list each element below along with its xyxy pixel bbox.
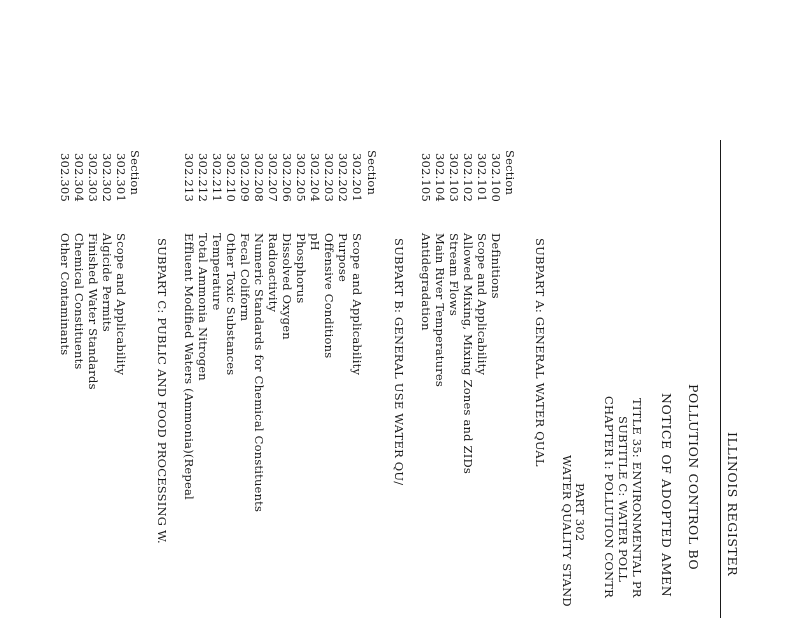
subpart-b-heading: SUBPART B: GENERAL USE WATER QU/ bbox=[392, 238, 406, 486]
section-title: Other Toxic Substances bbox=[224, 233, 238, 376]
section-title: Scope and Applicability bbox=[114, 233, 128, 376]
section-title: Stream Flows bbox=[447, 233, 461, 316]
section-title: Effluent Modified Waters (Ammonia)(Repeal bbox=[182, 233, 196, 500]
section-number: 302.204 bbox=[308, 153, 322, 202]
section-title: Allowed Mixing, Mixing Zones and ZIDs bbox=[461, 233, 475, 475]
section-number: 302.305 bbox=[58, 153, 72, 202]
register-title: ILLINOIS REGISTER bbox=[725, 432, 740, 577]
section-number: 302.205 bbox=[294, 153, 308, 202]
section-number: 302.102 bbox=[461, 153, 475, 202]
section-title: Radioactivity bbox=[266, 233, 280, 313]
board-name: POLLUTION CONTROL BO bbox=[686, 384, 701, 571]
section-title: Phosphorus bbox=[294, 233, 308, 304]
section-number: 302.208 bbox=[252, 153, 266, 202]
part-name: WATER QUALITY STAND bbox=[560, 455, 574, 607]
section-title: Scope and Applicability bbox=[475, 233, 489, 376]
subpart-a-heading: SUBPART A: GENERAL WATER QUAL bbox=[533, 238, 547, 467]
section-number: 302.202 bbox=[336, 153, 350, 202]
section-title: Antidegradation bbox=[419, 233, 433, 331]
section-title: Chemical Constituents bbox=[72, 233, 86, 370]
section-title: Main River Temperatures bbox=[433, 233, 447, 388]
section-title: Scope and Applicability bbox=[350, 233, 364, 376]
section-title: Total Ammonia Nitrogen bbox=[196, 233, 210, 381]
section-number: 302.206 bbox=[280, 153, 294, 202]
section-title: Fecal Coliform bbox=[238, 233, 252, 322]
subpart-c-section-label: Section bbox=[128, 150, 142, 196]
section-number: 302.104 bbox=[433, 153, 447, 202]
section-number: 302.209 bbox=[238, 153, 252, 202]
section-number: 302.302 bbox=[100, 153, 114, 202]
section-title: Finished Water Standards bbox=[86, 233, 100, 390]
section-title: Temperature bbox=[210, 233, 224, 311]
header-rule bbox=[720, 140, 721, 618]
section-title: Other Contaminants bbox=[58, 233, 72, 356]
notice-title: NOTICE OF ADOPTED AMEN bbox=[659, 393, 674, 598]
part-number: PART 302 bbox=[573, 483, 587, 542]
chapter-line: CHAPTER I: POLLUTION CONTR bbox=[602, 396, 616, 599]
subpart-b-section-label: Section bbox=[365, 150, 379, 196]
title-line: TITLE 35: ENVIRONMENTAL PR bbox=[630, 398, 644, 598]
section-number: 302.103 bbox=[447, 153, 461, 202]
section-number: 302.303 bbox=[86, 153, 100, 202]
section-number: 302.201 bbox=[350, 153, 364, 202]
section-title: Purpose bbox=[336, 233, 350, 283]
subpart-c-heading: SUBPART C: PUBLIC AND FOOD PROCESSING W. bbox=[155, 238, 169, 544]
section-title: Definitions bbox=[489, 233, 503, 299]
section-number: 302.212 bbox=[196, 153, 210, 202]
section-title: pH bbox=[308, 233, 322, 251]
section-title: Numeric Standards for Chemical Constituents bbox=[252, 233, 266, 513]
section-number: 302.304 bbox=[72, 153, 86, 202]
section-title: Dissolved Oxygen bbox=[280, 233, 294, 340]
section-number: 302.105 bbox=[419, 153, 433, 202]
section-number: 302.301 bbox=[114, 153, 128, 202]
section-number: 302.211 bbox=[210, 153, 224, 202]
section-number: 302.210 bbox=[224, 153, 238, 202]
section-number: 302.203 bbox=[322, 153, 336, 202]
section-title: Offensive Conditions bbox=[322, 233, 336, 359]
section-title: Algicide Permits bbox=[100, 233, 114, 332]
section-number: 302.213 bbox=[182, 153, 196, 202]
subtitle-line: SUBTITLE C: WATER POLL bbox=[616, 416, 630, 583]
section-number: 302.100 bbox=[489, 153, 503, 202]
section-number: 302.101 bbox=[475, 153, 489, 202]
section-number: 302.207 bbox=[266, 153, 280, 202]
subpart-a-section-label: Section bbox=[503, 150, 517, 196]
